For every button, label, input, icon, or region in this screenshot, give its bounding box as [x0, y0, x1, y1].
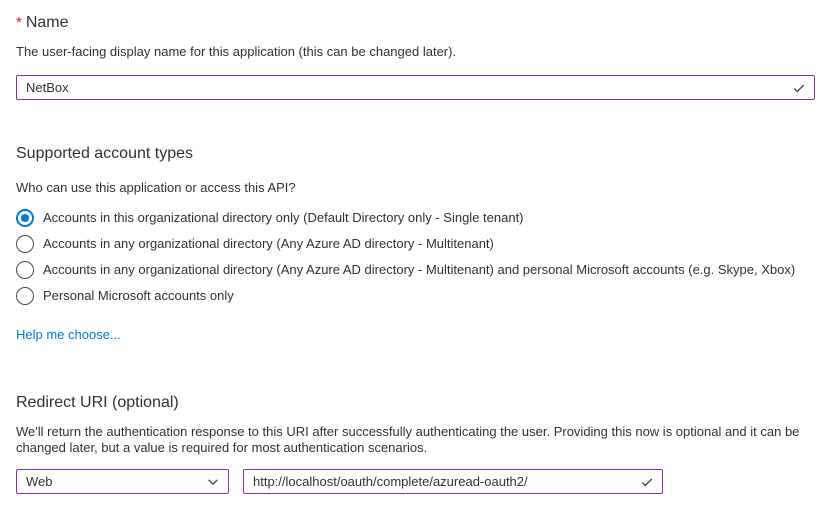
- name-input-field: [16, 75, 815, 100]
- account-types-title: Supported account types: [16, 145, 194, 162]
- account-types-question: Who can use this application or access this API?: [16, 180, 296, 195]
- radio-option-single-tenant[interactable]: [16, 205, 815, 231]
- name-title-text: Name: [25, 14, 69, 31]
- account-type-radio-group: [16, 205, 815, 309]
- radio-option-label: Personal Microsoft accounts only: [43, 288, 234, 303]
- radio-option-multitenant-personal[interactable]: [16, 257, 815, 283]
- redirect-uri-input[interactable]: [244, 470, 662, 493]
- radio-option-personal-only[interactable]: [16, 283, 815, 309]
- redirect-uri-description: We'll return the authentication response to this URI after successfully authenticating the user. Providing this now is optional and it can be changed later, but a value is required for most authentication scenarios.: [16, 424, 800, 455]
- required-asterisk: *: [16, 14, 22, 31]
- radio-button-icon[interactable]: [16, 261, 34, 279]
- radio-button-icon[interactable]: [16, 235, 34, 253]
- name-section-title: [16, 12, 815, 33]
- valid-checkmark-icon: [640, 475, 654, 489]
- chevron-down-icon: [206, 475, 220, 489]
- radio-button-icon[interactable]: [16, 287, 34, 305]
- help-me-choose-link[interactable]: Help me choose...: [16, 327, 121, 342]
- platform-select[interactable]: [16, 469, 229, 494]
- redirect-uri-title: Redirect URI (optional): [16, 394, 179, 411]
- valid-checkmark-icon: [792, 81, 806, 95]
- radio-option-label: Accounts in any organizational directory (Any Azure AD directory - Multitenant) and personal Microsoft accounts (e.g. Skype, Xbox): [43, 262, 796, 277]
- radio-option-multitenant[interactable]: [16, 231, 815, 257]
- radio-button-icon[interactable]: [16, 209, 34, 227]
- name-input[interactable]: [17, 76, 814, 99]
- radio-option-label: Accounts in this organizational directory only (Default Directory only - Single tenant): [43, 210, 524, 225]
- radio-option-label: Accounts in any organizational directory (Any Azure AD directory - Multitenant): [43, 236, 494, 251]
- redirect-uri-input-field: [243, 469, 663, 494]
- name-description: The user-facing display name for this application (this can be changed later).: [16, 44, 457, 59]
- platform-select-value: Web: [26, 474, 53, 489]
